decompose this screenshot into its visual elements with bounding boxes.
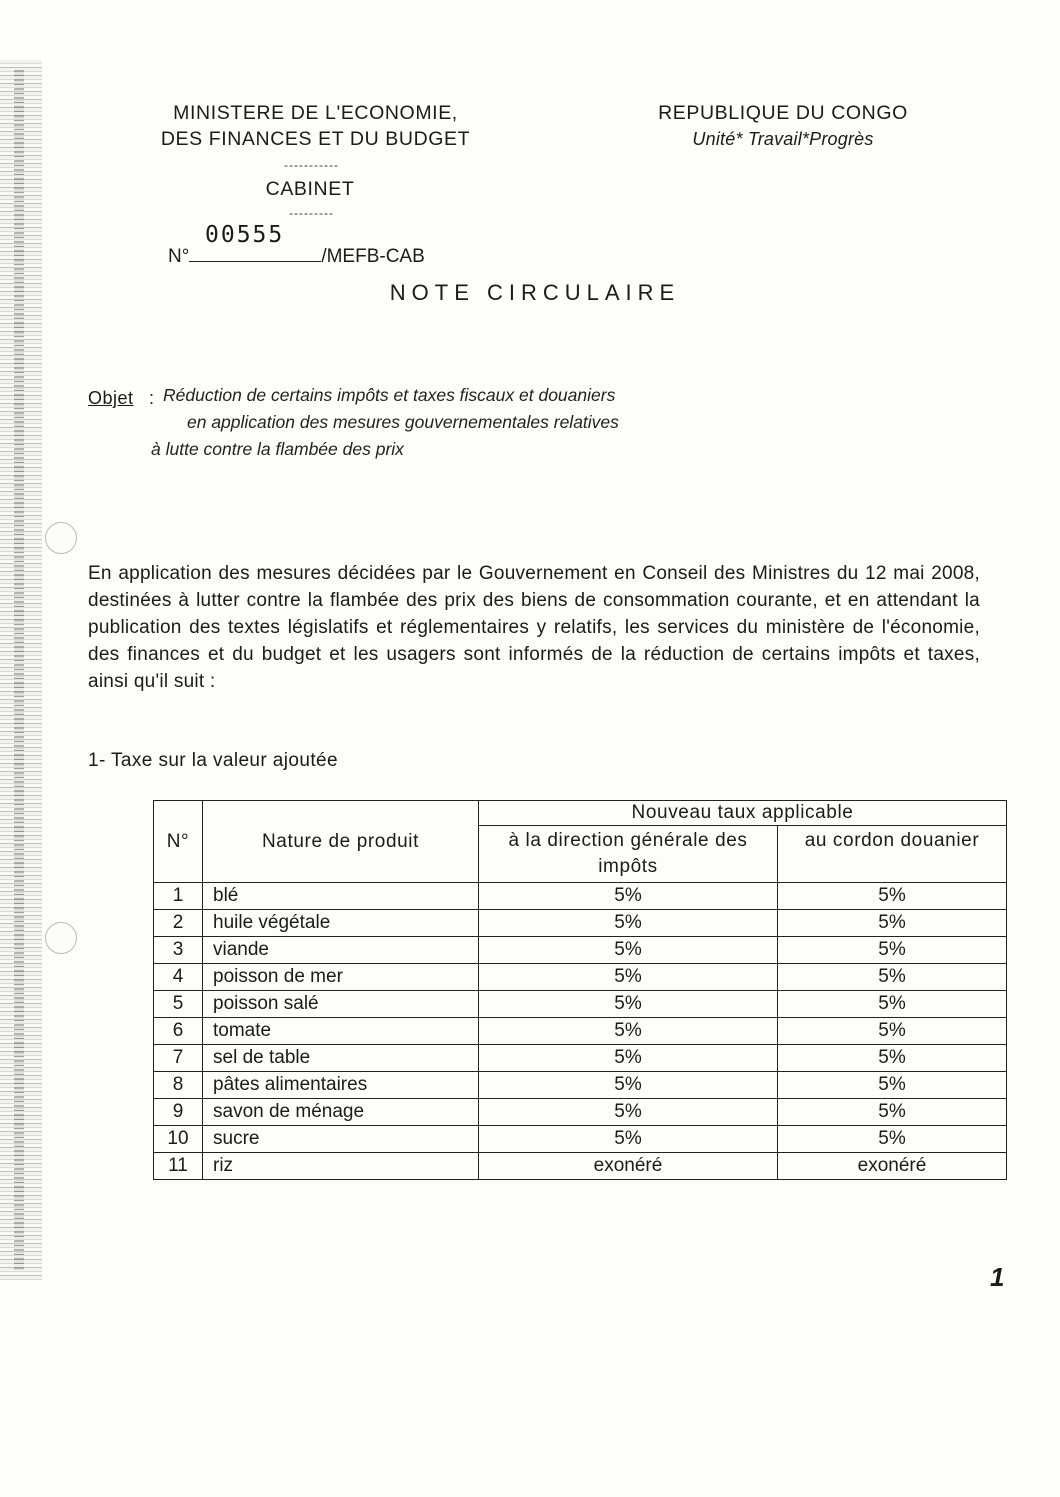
objet-colon: :: [149, 388, 155, 408]
cabinet-separator: ---------: [289, 206, 334, 220]
objet-line: en application des mesures gouvernementales relatives: [187, 412, 619, 432]
cell-number: 4: [154, 964, 203, 991]
cell-douane-rate: 5%: [778, 1045, 1007, 1072]
cell-product: poisson de mer: [203, 964, 479, 991]
cell-douane-rate: 5%: [778, 991, 1007, 1018]
table-row: [154, 910, 1007, 937]
cell-product: pâtes alimentaires: [203, 1072, 479, 1099]
cell-dgi-rate: 5%: [479, 964, 778, 991]
reference-blank-line: [189, 242, 321, 262]
header-product: Nature de produit: [203, 801, 479, 883]
reference-prefix: N°: [168, 246, 190, 267]
cell-dgi-rate: exonéré: [479, 1153, 778, 1180]
cell-dgi-rate: 5%: [479, 991, 778, 1018]
cell-number: 1: [154, 883, 203, 910]
republic-header: [618, 100, 948, 152]
objet-text: [151, 382, 619, 463]
republic-name: REPUBLIQUE DU CONGO: [658, 102, 908, 124]
republic-motto: Unité* Travail*Progrès: [692, 129, 874, 149]
cell-number: 11: [154, 1153, 203, 1180]
cell-number: 8: [154, 1072, 203, 1099]
cell-douane-rate: 5%: [778, 1018, 1007, 1045]
cell-product: tomate: [203, 1018, 479, 1045]
cell-dgi-rate: 5%: [479, 1045, 778, 1072]
cell-dgi-rate: 5%: [479, 937, 778, 964]
cabinet-label: CABINET: [265, 178, 355, 200]
cell-douane-rate: 5%: [778, 910, 1007, 937]
header-group-new-rate: Nouveau taux applicable: [479, 801, 1007, 826]
cell-number: 2: [154, 910, 203, 937]
cell-dgi-rate: 5%: [479, 1126, 778, 1153]
cell-product: savon de ménage: [203, 1099, 479, 1126]
reference-suffix: /MEFB-CAB: [321, 246, 425, 267]
ministry-header: [108, 100, 523, 152]
scan-binding-shadow: [14, 70, 24, 1270]
cell-dgi-rate: 5%: [479, 883, 778, 910]
section-heading: 1- Taxe sur la valeur ajoutée: [88, 750, 338, 771]
cell-product: huile végétale: [203, 910, 479, 937]
header-separator: -----------: [284, 158, 339, 172]
cell-douane-rate: 5%: [778, 1126, 1007, 1153]
cell-douane-rate: 5%: [778, 1072, 1007, 1099]
cell-dgi-rate: 5%: [479, 1099, 778, 1126]
table-row: [154, 883, 1007, 910]
header-number: N°: [154, 801, 203, 883]
table-row: [154, 1126, 1007, 1153]
table-row: [154, 1153, 1007, 1180]
reference-number: 00555: [205, 222, 285, 248]
cell-number: 6: [154, 1018, 203, 1045]
cell-douane-rate: exonéré: [778, 1153, 1007, 1180]
reference-line: [168, 242, 425, 268]
tva-rates-table: [153, 800, 1007, 1180]
objet-line: à lutte contre la flambée des prix: [151, 439, 404, 459]
cell-number: 9: [154, 1099, 203, 1126]
cell-product: sel de table: [203, 1045, 479, 1072]
page-mark: 1: [990, 1262, 1005, 1292]
cell-number: 3: [154, 937, 203, 964]
document-title: NOTE CIRCULAIRE: [389, 280, 681, 305]
cell-number: 7: [154, 1045, 203, 1072]
cell-dgi-rate: 5%: [479, 1018, 778, 1045]
table-row: [154, 937, 1007, 964]
cell-product: sucre: [203, 1126, 479, 1153]
objet-label: Objet: [88, 388, 134, 408]
cell-product: viande: [203, 937, 479, 964]
table-row: [154, 964, 1007, 991]
cell-douane-rate: 5%: [778, 1099, 1007, 1126]
cell-douane-rate: 5%: [778, 937, 1007, 964]
header-douane: au cordon douanier: [778, 826, 1007, 883]
table-row: [154, 1099, 1007, 1126]
objet-line: Réduction de certains impôts et taxes fiscaux et douaniers: [163, 385, 616, 405]
body-paragraph: En application des mesures décidées par le Gouvernement en Conseil des Ministres du 12 mai 2008, destinées à lutter contre la flambée des prix des biens de consommation courante, et en attendant la publication des textes législatifs et réglementaires y relatifs, les services du ministère de l'économie, des finances et du budget et les usagers sont informés de la réduction de certains impôts et taxes, ainsi qu'il suit :: [88, 563, 980, 692]
punch-hole: [45, 522, 77, 554]
punch-hole: [45, 922, 77, 954]
cell-dgi-rate: 5%: [479, 910, 778, 937]
table-row: [154, 1045, 1007, 1072]
cell-product: blé: [203, 883, 479, 910]
header-dgi: à la direction générale des impôts: [479, 826, 778, 883]
cell-product: riz: [203, 1153, 479, 1180]
cell-number: 5: [154, 991, 203, 1018]
cell-douane-rate: 5%: [778, 964, 1007, 991]
cell-number: 10: [154, 1126, 203, 1153]
cell-douane-rate: 5%: [778, 883, 1007, 910]
cell-dgi-rate: 5%: [479, 1072, 778, 1099]
table-row: [154, 1072, 1007, 1099]
ministry-line-1: MINISTERE DE L'ECONOMIE,: [173, 102, 458, 124]
table-row: [154, 991, 1007, 1018]
ministry-line-2: DES FINANCES ET DU BUDGET: [160, 128, 471, 150]
table-row: [154, 1018, 1007, 1045]
table-body: [154, 883, 1007, 1180]
cell-product: poisson salé: [203, 991, 479, 1018]
